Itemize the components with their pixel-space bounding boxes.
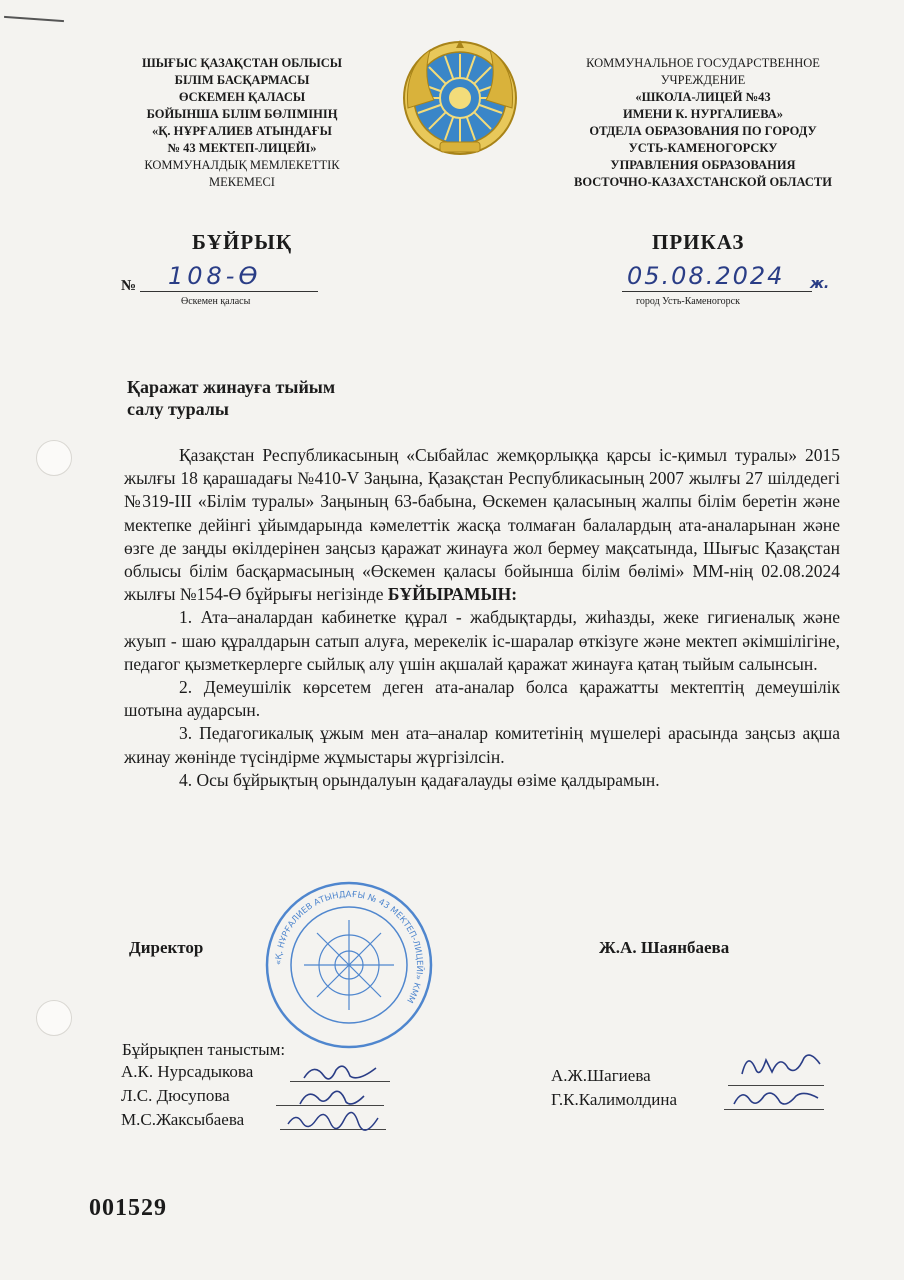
header-right — [548, 55, 858, 191]
punch-hole — [36, 440, 72, 476]
header-left-line: ШЫҒЫС ҚАЗАҚСТАН ОБЛЫСЫ — [141, 56, 343, 70]
header-right-line: ИМЕНИ К. НУРГАЛИЕВА» — [622, 107, 784, 121]
ack-name: А.К. Нурсадыкова — [121, 1062, 254, 1081]
header-left-line: № 43 МЕКТЕП-ЛИЦЕЙІ» — [167, 141, 317, 155]
order-number-label: № — [121, 278, 137, 294]
header-right-line: УЧРЕЖДЕНИЕ — [660, 73, 746, 87]
acknowledgement-title: Бұйрықпен таныстым: — [122, 1040, 286, 1059]
header-left-line: МЕКЕМЕСІ — [209, 175, 275, 189]
order-body — [124, 444, 840, 792]
city-ru: город Усть-Каменогорск — [636, 296, 740, 307]
order-item: 4. Осы бұйрықтың орындалуын қадағалауды өзіме қалдырамын. — [179, 769, 660, 790]
preamble-text: Қазақстан Республикасының «Сыбайлас жемқорлыққа қарсы іс-қимыл туралы» 2015 жылғы 18 қарашадағы №410-V Заңына, Қазақстан Республикасының 2007 жылғы 27 шілдедегі №319-ІІІ «Білім туралы» Заңының 63-бабына, Өскемен қаласының жалпы білім беретін және мектепке дейінгі ұйымдарында кәмелеттік жасқа толмаған балалардың ата-аналарынан және өзге де заңды өкілдерінен заңсыз қаражат жинауға жол бермеу мақсатында, Шығыс Қазақстан облысы білім басқармасының «Өскемен қаласы бойынша білім бөлімі» ММ-нің 02.08.2024 жылғы №154-Ө бұйрығы негізінде — [124, 445, 840, 605]
official-stamp — [264, 880, 434, 1050]
handwritten-signature — [284, 1108, 384, 1132]
order-number-line — [140, 291, 318, 292]
header-left-line: БІЛІМ БАСҚАРМАСЫ — [174, 73, 310, 87]
header-right-line: УПРАВЛЕНИЯ ОБРАЗОВАНИЯ — [610, 158, 796, 172]
header-right-line: «ШКОЛА-ЛИЦЕЙ №43 — [635, 90, 771, 104]
signatory-name: Ж.А. Шаянбаева — [599, 938, 730, 957]
city-kz: Өскемен қаласы — [181, 296, 251, 307]
header-right-line: УСТЬ-КАМЕНОГОРСКУ — [628, 141, 778, 155]
header-left-line: «Қ. НҰРҒАЛИЕВ АТЫНДАҒЫ — [152, 124, 332, 138]
handwritten-signature — [728, 1084, 824, 1112]
order-item: 1. Ата–аналардан кабинетке құрал - жабдықтарды, жиһазды, жеке гигиеналық және жуып - шаю құралдарын сатып алуға, мерекелік іс-шаралар өткізуге және мектеп әкімшілігіне, педагог қызметкерлерге сыйлық алу үшін ақшалай қаражат жинауға қатаң тыйым салынсын. — [124, 607, 840, 674]
state-emblem-icon — [400, 38, 520, 158]
document-number: 001529 — [89, 1195, 167, 1221]
header-right-line: ОТДЕЛА ОБРАЗОВАНИЯ ПО ГОРОДУ — [589, 124, 817, 138]
scan-mark — [4, 16, 64, 22]
stamp-text: «Қ. НҰРҒАЛИЕВ АТЫНДАҒЫ № 43 МЕКТЕП-ЛИЦЕЙІ» КММ — [273, 889, 425, 1005]
order-number: 108-Ө — [168, 262, 262, 290]
order-date-suffix: ж. — [810, 276, 830, 292]
order-title-kz: БҰЙРЫҚ — [192, 230, 293, 254]
header-left-line: ӨСКЕМЕН ҚАЛАСЫ — [178, 90, 306, 104]
ack-name: М.С.Жаксыбаева — [121, 1110, 245, 1129]
header-left-line: КОММУНАЛДЫҚ МЕМЛЕКЕТТІК — [144, 158, 340, 172]
order-subject-line: салу туралы — [127, 399, 229, 419]
ack-name: Г.К.Калимолдина — [551, 1090, 678, 1109]
order-date-line — [622, 291, 812, 292]
ack-name: А.Ж.Шагиева — [551, 1066, 651, 1085]
header-left — [118, 55, 366, 191]
order-item: 3. Педагогикалық ұжым мен ата–аналар комитетінің мүшелері арасында заңсыз ақша жинау жөнінде түсіндірме жұмыстары жүргізілсін. — [124, 723, 840, 767]
handwritten-signature — [736, 1044, 826, 1084]
header-right-line: КОММУНАЛЬНОЕ ГОСУДАРСТВЕННОЕ — [586, 56, 820, 70]
handwritten-signature — [300, 1060, 380, 1086]
handwritten-signature — [292, 1084, 372, 1110]
order-date: 05.08.2024 — [627, 262, 785, 290]
preamble-paragraph — [124, 444, 840, 606]
order-word: БҰЙЫРАМЫН: — [387, 584, 518, 605]
ack-name: Л.С. Дюсупова — [121, 1086, 230, 1105]
order-subject-line: Қаражат жинауға тыйым — [127, 377, 336, 397]
order-title-ru: ПРИКАЗ — [652, 230, 745, 254]
header-left-line: БОЙЫНША БІЛІМ БӨЛІМІНІҢ — [146, 107, 338, 121]
signatory-role: Директор — [129, 938, 204, 957]
order-subject — [127, 376, 427, 420]
punch-hole — [36, 1000, 72, 1036]
order-item: 2. Демеушілік көрсетем деген ата-аналар болса қаражатты мектептің демеушілік шотына аударсын. — [124, 677, 840, 721]
header-right-line: ВОСТОЧНО-КАЗАХСТАНСКОЙ ОБЛАСТИ — [574, 175, 832, 189]
